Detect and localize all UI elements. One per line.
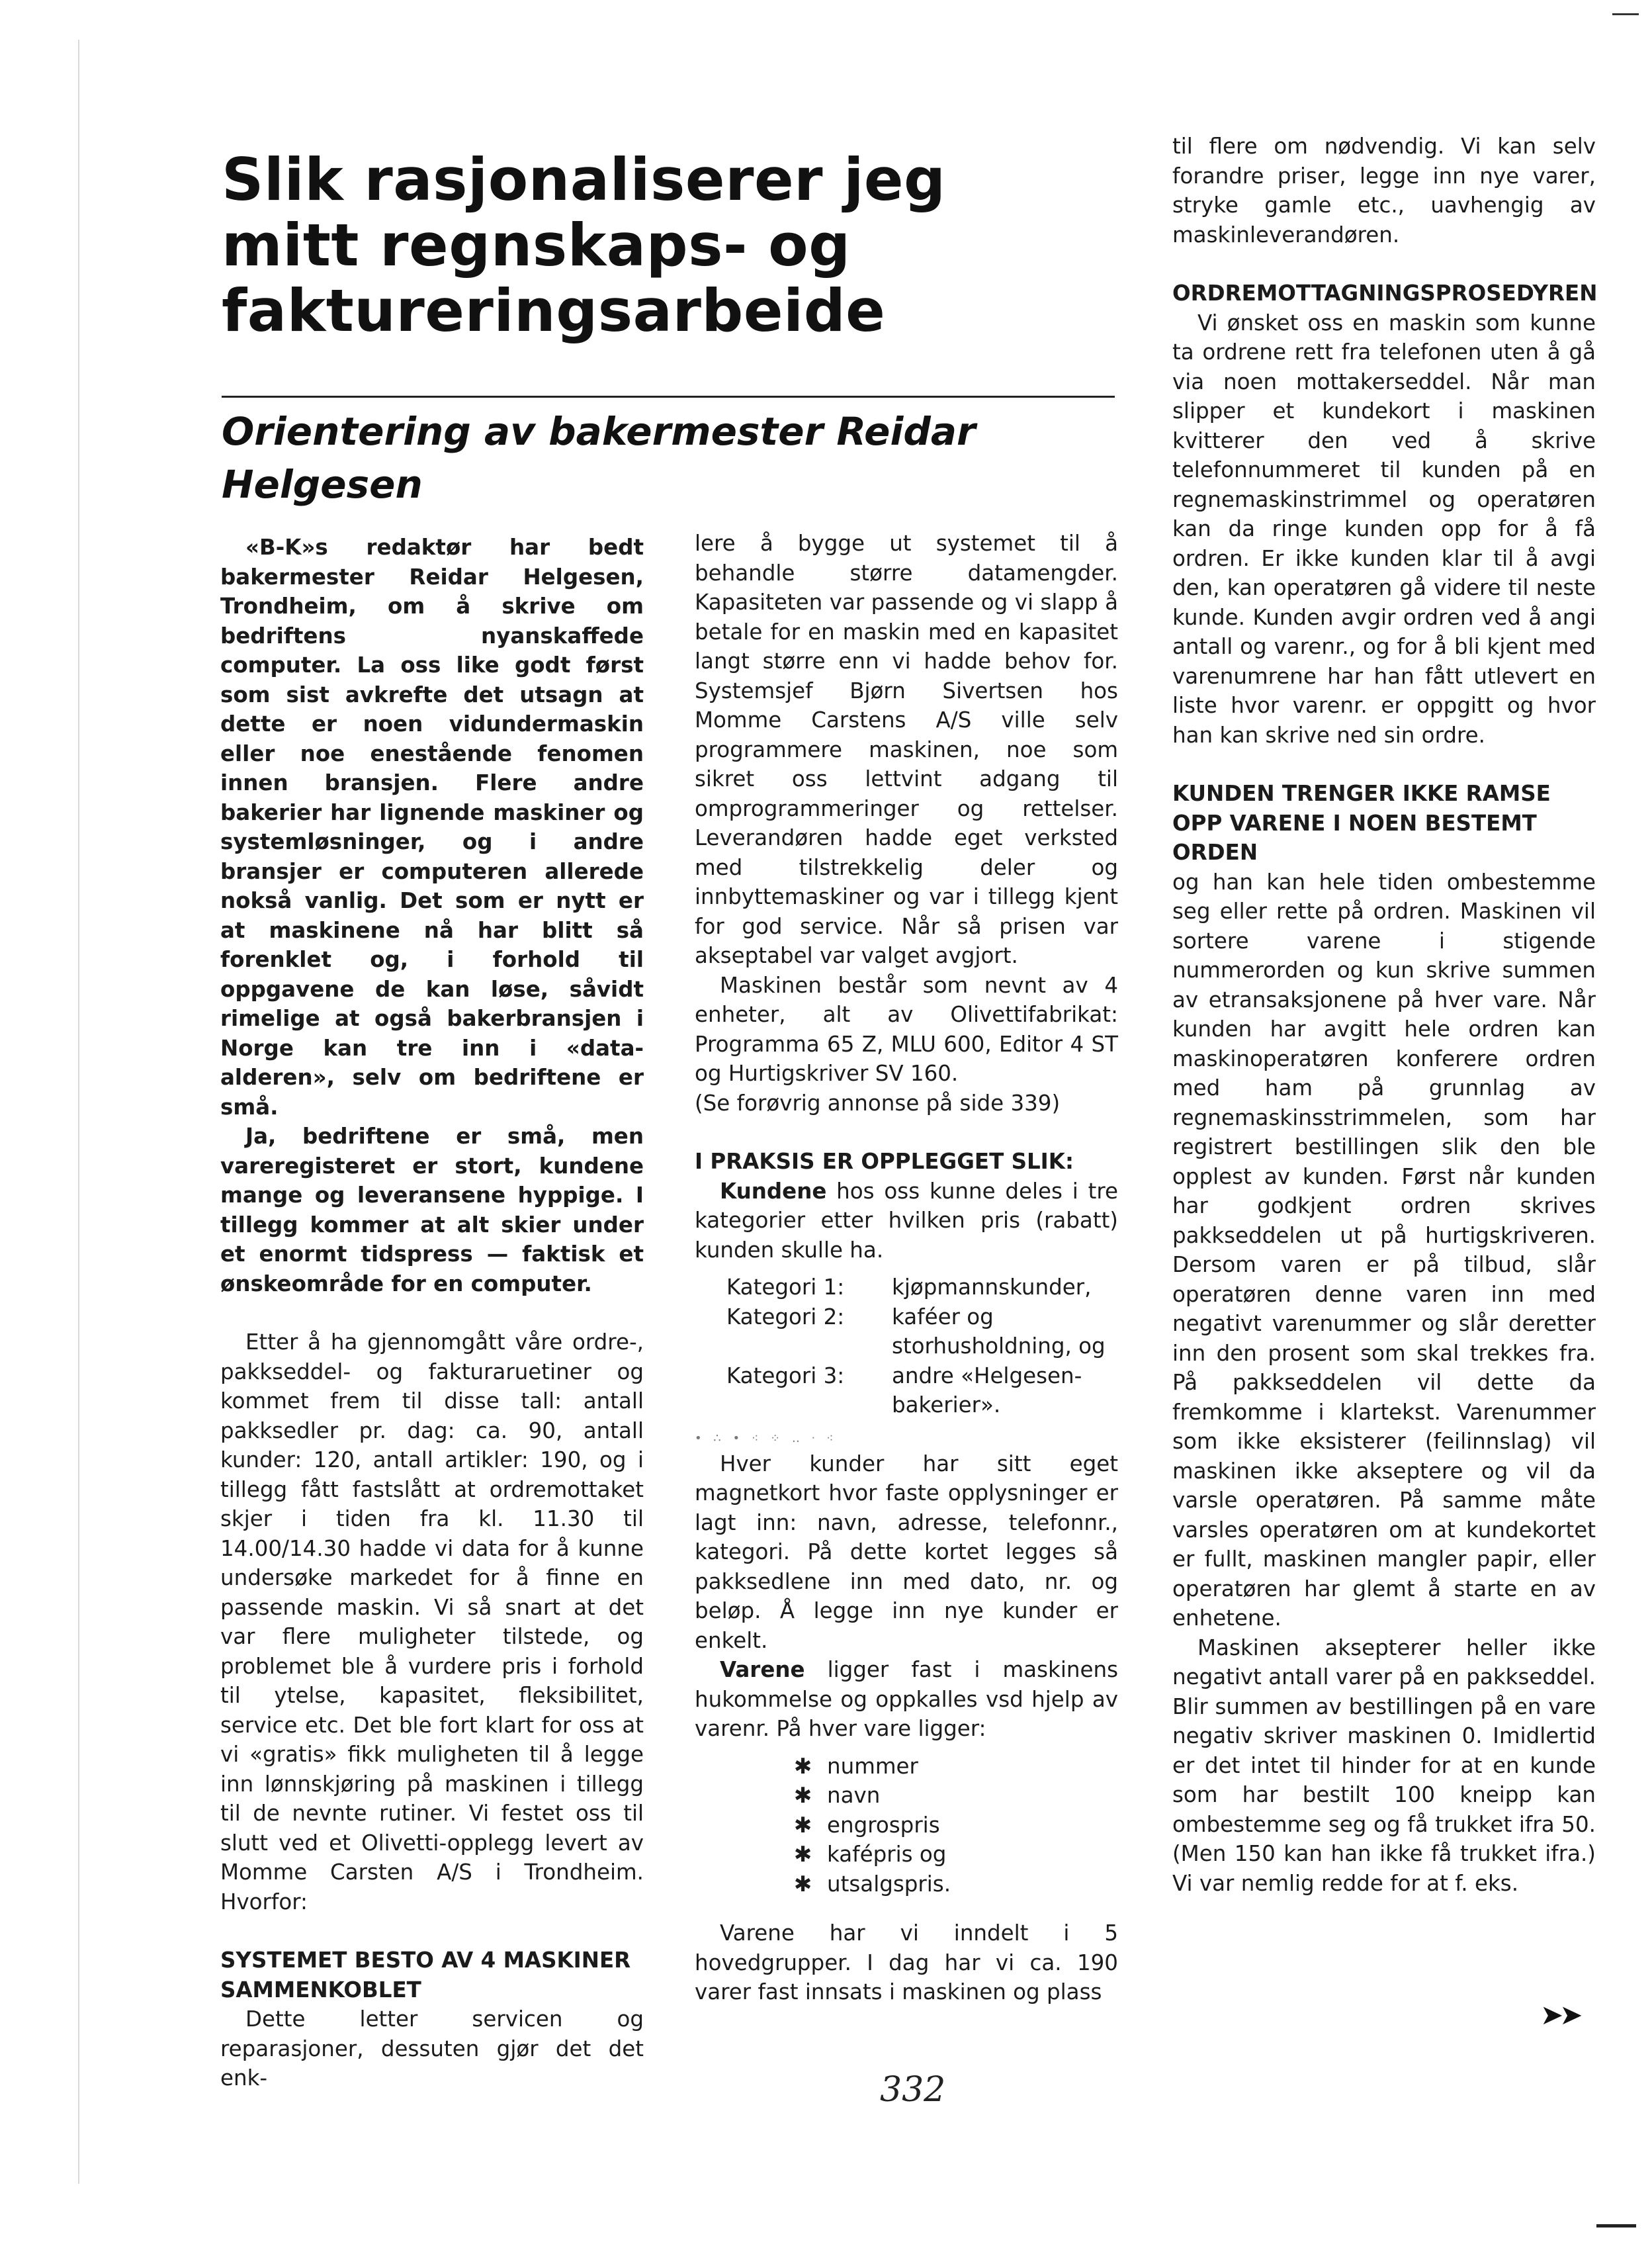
category-row: [695, 1273, 1118, 1302]
category-row: [695, 1361, 1118, 1420]
bullet-text: engrospris: [827, 1812, 940, 1838]
asterisk-icon: ✱: [794, 1842, 812, 1867]
body-paragraph: Maskinen aksepterer heller ikke negativt antall varer på en pakkseddel. Blir summen av bestillingen på en vare negativ skriver maskinen 0. Imidlertid er det intet til hinder for at en kunde som har bestilt 100 kneipp kan ombestemme seg og få trukket ifra 50. (Men 150 kan han ikke få trukket ifra.) Vi var nemlig redde for at f. eks.: [1172, 1635, 1596, 1896]
section-heading: SYSTEMET BESTO AV 4 MASKINER SAMMENKOBLET: [220, 1948, 631, 2002]
section-heading: KUNDEN TRENGER IKKE RAMSE OPP VARENE I NOEN BESTEMT ORDEN: [1172, 781, 1551, 865]
body-paragraph: [695, 1655, 1118, 1744]
body-paragraph: Varene har vi inndelt i 5 hovedgrupper. I dag har vi ca. 190 varer fast innsats i maskinen og plass: [695, 1920, 1118, 2004]
body-paragraph: (Se forøvrig annonse på side 339): [695, 1090, 1061, 1116]
inline-bold: Kundene: [720, 1178, 827, 1204]
body-paragraph: og han kan hele tiden ombestemme seg eller rette på ordren. Maskinen vil sortere varene i stigende nummerorden og kun skrive summen av etransaksjonene på hver vare. Når kunden har avgitt hele ordren kan maskinoperatøren konferere ordren med ham på grunnlag av regnemaskinsstrimmelen, som har registrert bestillingen slik den ble opplest av kunden. Først når kunden har godkjent ordren skrives pakkseddelen ut på hurtigskriveren. Dersom varen er på tilbud, slår operatøren denne varen inn med negativt varenummer og slår deretter inn den prosent som skal trekkes fra. På pakkseddelen vil dette da fremkomme i klartekst. Varenummer som ikke eksisterer (feilinnslag) vil maskinen ikke akseptere og vil da varsle operatøren. På samme måte varsles operatøren om at kundekortet er fullt, maskinen mangler papir, eller operatøren har glemt å starte en av enhetene.: [1172, 869, 1596, 1631]
body-paragraph: til flere om nødvendig. Vi kan selv forandre priser, legge inn nye varer, stryke gamle etc., uavhengig av maskinleverandøren.: [1172, 134, 1596, 248]
category-value: kjøpmannskunder,: [892, 1275, 1092, 1300]
category-value: andre «Helgesen-bakerier».: [892, 1363, 1082, 1418]
bullet-text: nummer: [827, 1753, 918, 1779]
text-column-2: [695, 529, 1118, 2007]
lead-paragraph: «B-K»s redaktør har bedt bakermester Reidar Helgesen, Trondheim, om å skrive om bedriftens nyanskaffede computer. La oss like godt først som sist avkrefte det utsagn at dette er noen vidundermaskin eller noe enestående fenomen innen bransjen. Flere andre bakerier har lignende maskiner og systemløsninger, og i andre bransjer er computeren allerede nokså vanlig. Det som er nytt er at maskinene nå har blitt så forenklet og, i forhold til oppgavene de kan løse, såvidt rimelige at også bakerbransjen i Norge kan tre inn i «data-alderen», selv om bedriftene er små.: [220, 535, 644, 1120]
inline-text: ligger fast i maskinens hukommelse og oppkalles vsd hjelp av varenr. På hver vare ligger:: [695, 1657, 1118, 1741]
body-paragraph: Vi ønsket oss en maskin som kunne ta ordrene rett fra telefonen uten å gå via noen mottakerseddel. Når man slipper et kundekort i maskinen kvitterer den ved å skrive telefonnummeret til kunden på en regnemaskinstrimmel og operatøren kan da ringe kunden opp for å få ordren. Er ikke kunden klar til å avgi den, kan operatøren gå videre til neste kunde. Kunden avgir ordren ved å angi antall og varenr., og for å bli kjent med varenumrene har han fått utlevert en liste hvor varenr. er oppgitt og hvor han kan skrive ned sin ordre.: [1172, 310, 1596, 748]
section-heading: ORDREMOTTAGNINGSPROSEDYREN: [1172, 281, 1598, 306]
text-column-3: [1172, 132, 1596, 1898]
bullet-text: navn: [827, 1783, 881, 1808]
category-key: Kategori 2:: [726, 1304, 845, 1329]
bullet-item: [794, 1811, 1118, 1840]
category-key: Kategori 3:: [726, 1363, 845, 1388]
page-number: 332: [880, 2070, 946, 2110]
body-paragraph: Hver kunder har sitt eget magnetkort hvor faste opplysninger er lagt inn: navn, adresse, telefonnr., kategori. På dette kortet legges så pakksedlene inn med dato, nr. og beløp. Å legge inn nye kunder er enkelt.: [695, 1451, 1118, 1653]
asterisk-icon: ✱: [794, 1812, 812, 1838]
category-row: [695, 1302, 1118, 1361]
print-specks: • ∴ • ⁖ ⁘ ‥ ᐧ ⁖: [695, 1431, 838, 1445]
category-value: kaféer og storhusholdning, og: [892, 1304, 1106, 1359]
category-key: Kategori 1:: [726, 1275, 845, 1300]
bullet-item: [794, 1840, 1118, 1869]
asterisk-icon: ✱: [794, 1871, 812, 1897]
bullet-item: [794, 1869, 1118, 1899]
scan-corner-mark: [1596, 2224, 1636, 2228]
section-heading: I PRAKSIS ER OPPLEGGET SLIK:: [695, 1149, 1074, 1174]
text-column-1: [220, 533, 644, 2093]
inline-bold: Varene: [720, 1657, 805, 1682]
inline-text: hos oss kunne deles i tre kategorier etter hvilken pris (rabatt) kunden skulle ha.: [695, 1178, 1118, 1263]
scan-edge-line: [78, 40, 79, 2184]
lead-paragraph: Ja, bedriftene er små, men vareregisteret er stort, kundene mange og leveransene hyppige. I tillegg kommer at alt skier under et enormt tidspress — faktisk et ønskeområde for en computer.: [220, 1124, 644, 1296]
body-paragraph: Dette letter servicen og reparasjoner, dessuten gjør det det enk-: [220, 2006, 644, 2091]
continue-arrow-icon: ➤➤: [1540, 1999, 1579, 2031]
title-rule: [222, 396, 1115, 398]
bullet-item: [794, 1752, 1118, 1781]
bullet-text: kafépris og: [827, 1842, 947, 1867]
article-subtitle: Orientering av bakermester Reidar Helgesen: [222, 409, 976, 507]
bullet-list: [695, 1752, 1118, 1899]
body-paragraph: Maskinen består som nevnt av 4 enheter, alt av Olivettifabrikat: Programma 65 Z, MLU 600, Editor 4 ST og Hurtigskriver SV 160.: [695, 972, 1118, 1086]
bullet-item: [794, 1781, 1118, 1811]
body-paragraph: lere å bygge ut systemet til å behandle større datamengder. Kapasiteten var passende og vi slapp å betale for en maskin med en kapasitet langt større enn vi hadde behov for. Systemsjef Bjørn Sivertsen hos Momme Carstens A/S ville selv programmere maskinen, noe som sikret oss lettvint adgang til omprogrammeringer og rettelser. Leverandøren hadde eget verksted med tilstrekkelig deler og innbyttemaskiner og var i tillegg kjent for god service. Når så prisen var akseptabel var valget avgjort.: [695, 531, 1118, 968]
category-list: [695, 1273, 1118, 1420]
title-line: faktureringsarbeide: [222, 277, 886, 345]
scan-corner-mark: [1612, 13, 1639, 15]
title-line: mitt regnskaps- og: [222, 211, 851, 279]
article-title: [222, 147, 1102, 343]
bullet-text: utsalgspris.: [827, 1871, 951, 1897]
title-line: Slik rasjonaliserer jeg: [222, 146, 946, 214]
body-paragraph: Etter å ha gjennomgått våre ordre-, pakkseddel- og fakturaruetiner og kommet frem til disse tall: antall pakksedler pr. dag: ca. 90, antall kunder: 120, antall artikler: 190, og i tillegg fått fastslått at ordremottaket skjer i tiden fra kl. 11.30 til 14.00/14.30 hadde vi data for å kunne undersøke markedet for å finne en passende maskin. Vi så snart at det var flere muligheter tilstede, og problemet ble å vurdere pris i forhold til ytelse, kapasitet, fleksibilitet, service etc. Det ble fort klart for oss at vi «gratis» fikk muligheten til å legge inn lønnskjøring på maskinen i tillegg til de nevnte rutiner. Vi festet oss til slutt ved et Olivetti-opplegg levert av Momme Carsten A/S i Trondheim. Hvorfor:: [220, 1329, 644, 1914]
body-paragraph: [695, 1177, 1118, 1265]
asterisk-icon: ✱: [794, 1783, 812, 1808]
asterisk-icon: ✱: [794, 1753, 812, 1779]
